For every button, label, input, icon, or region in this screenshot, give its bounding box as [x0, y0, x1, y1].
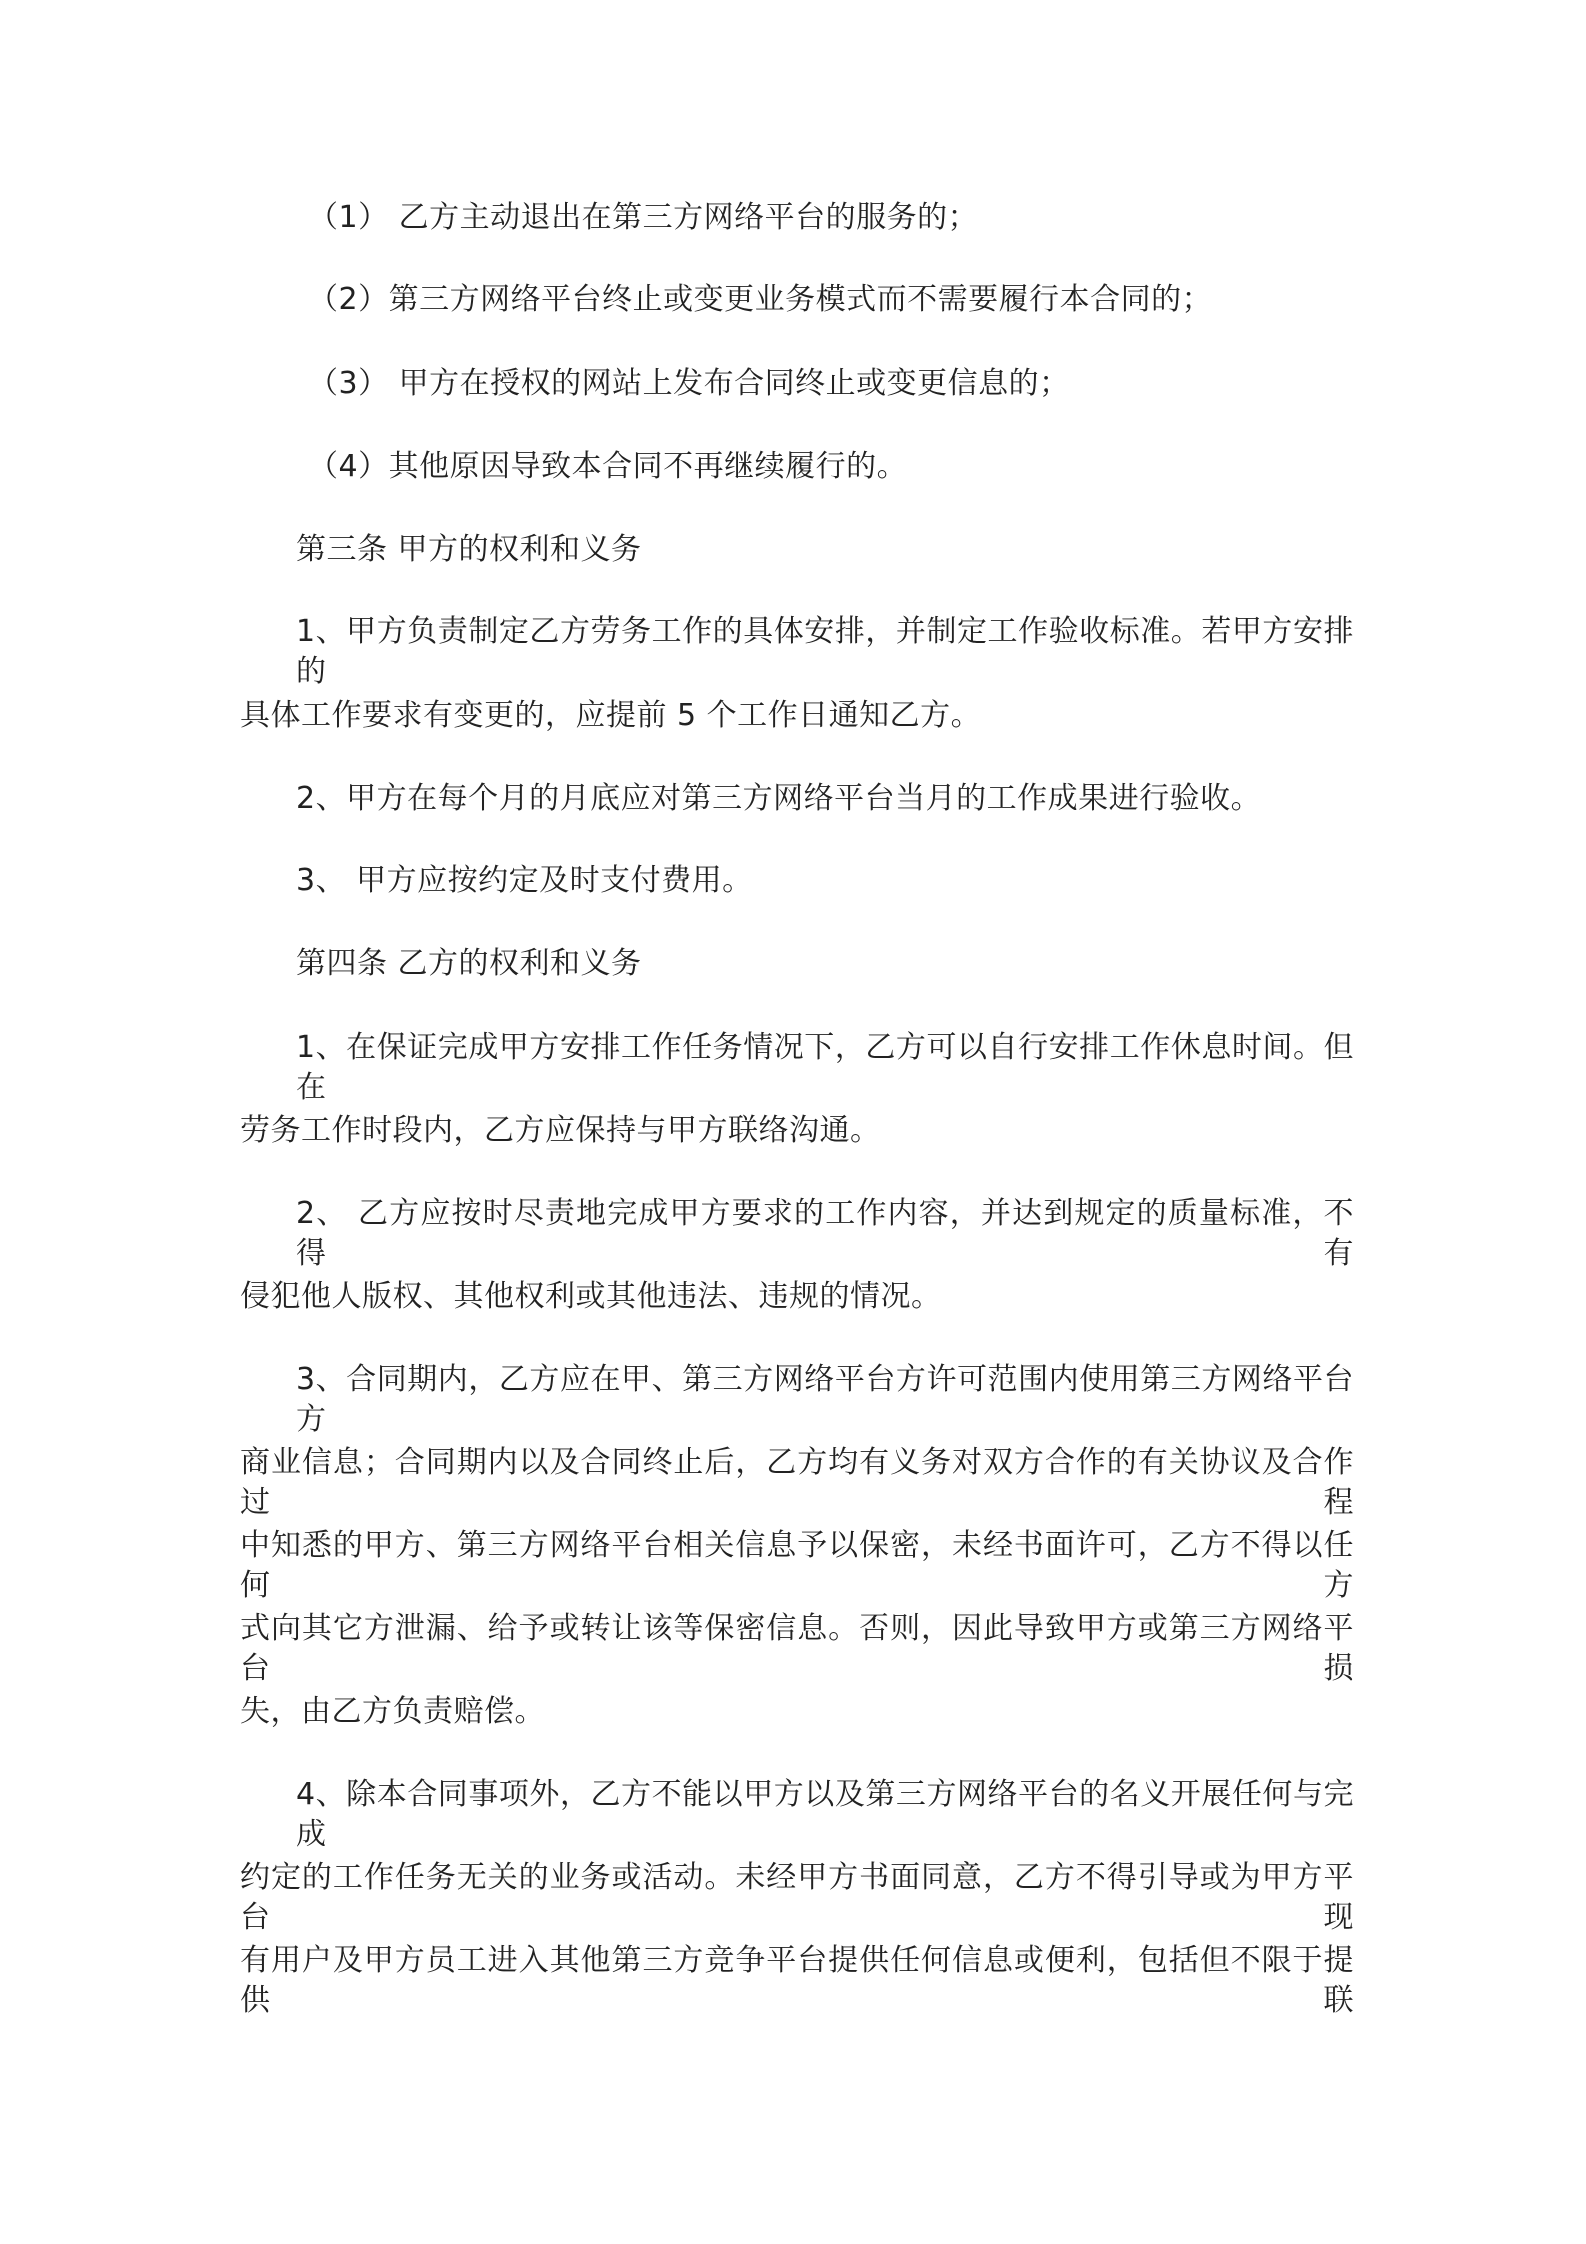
text-line-2: （2）第三方网络平台终止或变更业务模式而不需要履行本合同的； [308, 282, 1213, 317]
text-line-3: （3） 甲方在授权的网站上发布合同终止或变更信息的； [308, 366, 1070, 401]
section-heading-4: 第四条 乙方的权利和义务 [296, 946, 642, 981]
text-line-20: 4、除本合同事项外，乙方不能以甲方以及第三方网络平台的名义开展任何与完成 [296, 1777, 1354, 1852]
text-line-8: 2、甲方在每个月的月底应对第三方网络平台当月的工作成果进行验收。 [296, 781, 1262, 816]
text-line-11: 1、在保证完成甲方安排工作任务情况下，乙方可以自行安排工作休息时间。但在 [296, 1030, 1354, 1105]
text-line-19: 失，由乙方负责赔偿。 [240, 1694, 545, 1729]
text-line-22: 有用户及甲方员工进入其他第三方竞争平台提供任何信息或便利，包括但不限于提供联 [240, 1943, 1354, 2018]
text-line-15: 3、合同期内，乙方应在甲、第三方网络平台方许可范围内使用第三方网络平台方 [296, 1362, 1354, 1437]
text-line-18: 式向其它方泄漏、给予或转让该等保密信息。否则，因此导致甲方或第三方网络平台损 [240, 1611, 1354, 1686]
text-line-16: 商业信息；合同期内以及合同终止后，乙方均有义务对双方合作的有关协议及合作过程 [240, 1445, 1354, 1520]
text-line-14: 侵犯他人版权、其他权利或其他违法、违规的情况。 [240, 1279, 942, 1314]
section-heading-3: 第三条 甲方的权利和义务 [296, 532, 642, 567]
text-line-21: 约定的工作任务无关的业务或活动。未经甲方书面同意，乙方不得引导或为甲方平台现 [240, 1860, 1354, 1935]
text-line-12: 劳务工作时段内，乙方应保持与甲方联络沟通。 [240, 1113, 881, 1148]
text-line-4: （4）其他原因导致本合同不再继续履行的。 [308, 449, 908, 484]
text-line-1: （1） 乙方主动退出在第三方网络平台的服务的； [308, 200, 979, 235]
text-line-7: 具体工作要求有变更的，应提前 5 个工作日通知乙方。 [240, 698, 982, 733]
text-line-13: 2、 乙方应按时尽责地完成甲方要求的工作内容，并达到规定的质量标准，不得有 [296, 1196, 1354, 1271]
text-line-6: 1、甲方负责制定乙方劳务工作的具体安排，并制定工作验收标准。若甲方安排的 [296, 614, 1354, 689]
text-line-9: 3、 甲方应按约定及时支付费用。 [296, 863, 753, 898]
text-line-17: 中知悉的甲方、第三方网络平台相关信息予以保密，未经书面许可，乙方不得以任何方 [240, 1528, 1354, 1603]
